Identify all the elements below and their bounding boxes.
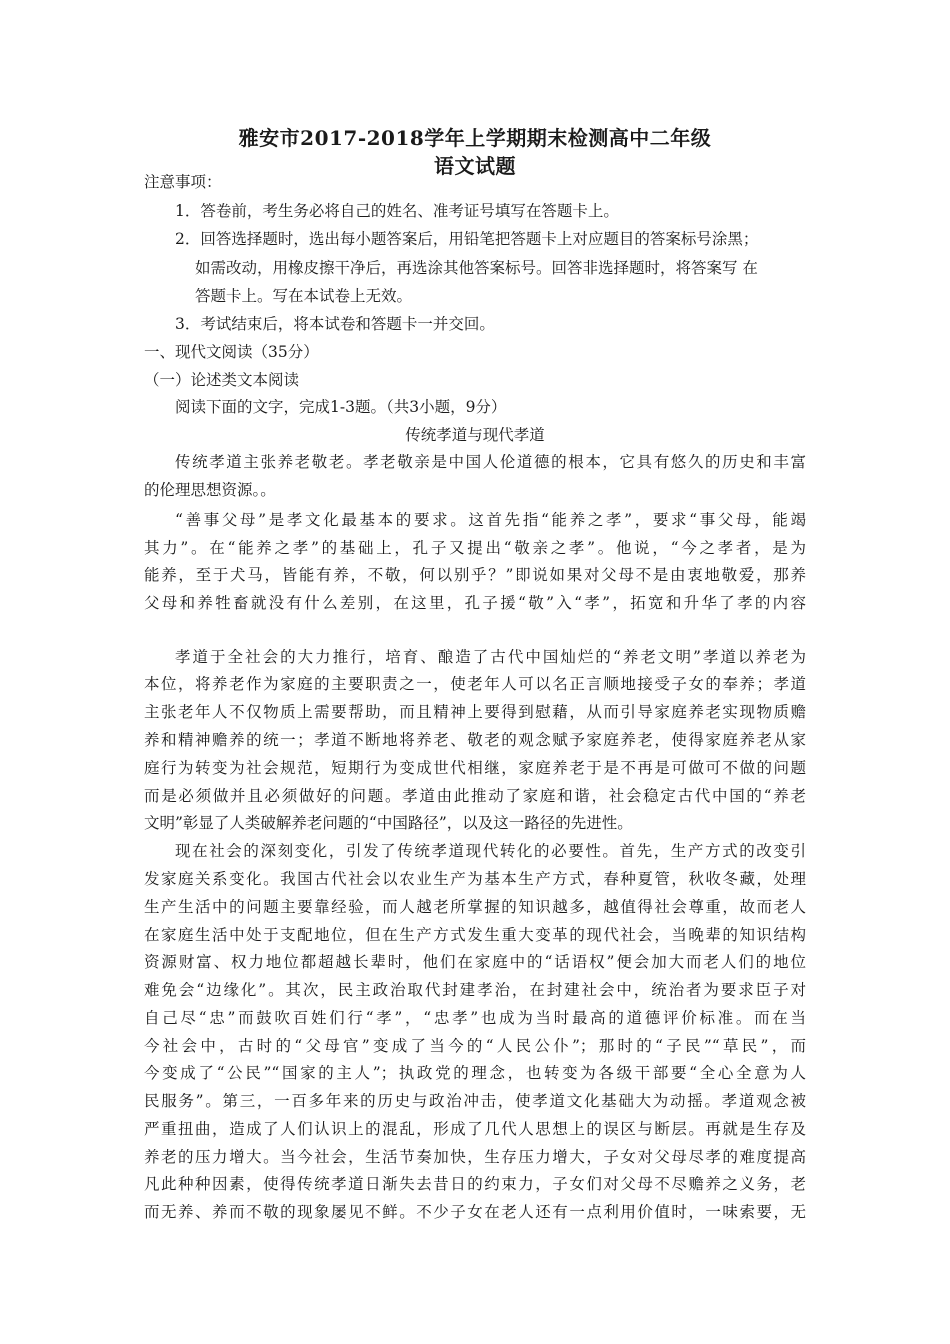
notice-item-2-cont: 如需改动，用橡皮擦干净后，再选涂其他答案标号。回答非选择题时，将答案写 在 <box>195 259 758 277</box>
article-line: 的伦理思想资源。。 <box>144 481 276 499</box>
article-line: 资源财富、权力地位都超越长辈时，他们在家庭中的“话语权”便会加大而老人们的地位 <box>144 953 806 971</box>
article-line: 其力”。在“能养之孝”的基础上，孔子又提出“敬亲之孝”。他说，“今之孝者，是为 <box>144 539 806 557</box>
article-line: 养老的压力增大。当今社会，生活节奏加快，生存压力增大，子女对父母尽孝的难度提高 <box>144 1148 806 1166</box>
article-line: 民服务”。第三，一百多年来的历史与政治冲击，使孝道文化基础大为动摇。孝道观念被 <box>144 1092 806 1110</box>
article-line: 而无养、养而不敬的现象屡见不鲜。不少子女在老人还有一点利用价值时，一味索要，无 <box>144 1203 806 1221</box>
article-line: 传统孝道主张养老敬老。孝老敬亲是中国人伦道德的根本，它具有悠久的历史和丰富 <box>175 453 806 471</box>
article-line: 能养，至于犬马，皆能有养，不敬，何以别乎？”即说如果对父母不是由衷地敬爱，那养 <box>144 566 806 584</box>
article-line: 严重扭曲，造成了人们认识上的混乱，形成了几代人思想上的误区与断层。再就是生存及 <box>144 1120 806 1138</box>
article-line: 文明”彰显了人类破解养老问题的“中国路径”，以及这一路径的先进性。 <box>144 814 633 832</box>
notice-item-2-cont2: 答题卡上。写在本试卷上无效。 <box>195 287 413 305</box>
instruction-text: 阅读下面的文字，完成1-3题。（共3小题，9分） <box>175 398 507 416</box>
article-line: 主张老年人不仅物质上需要帮助，而且精神上要得到慰藉，从而引导家庭养老实现物质赡 <box>144 703 806 721</box>
article-line: 养和精神赡养的统一；孝道不断地将养老、敬老的观念赋予家庭养老，使得家庭养老从家 <box>144 731 806 749</box>
article-title: 传统孝道与现代孝道 <box>405 426 545 444</box>
notice-item-3: 3．考试结束后，将本试卷和答题卡一并交回。 <box>175 315 495 333</box>
article-line: 现在社会的深刻变化，引发了传统孝道现代转化的必要性。首先，生产方式的改变引 <box>175 842 806 860</box>
article-line: 在家庭生活中处于支配地位，但在生产方式发生重大变革的现代社会，当晚辈的知识结构 <box>144 926 806 944</box>
article-line: 今变成了“公民”“国家的主人”；执政党的理念，也转变为各级干部要“全心全意为人 <box>144 1064 806 1082</box>
article-line: 凡此种种因素，使得传统孝道日渐失去昔日的约束力，子女们对父母不尽赡养之义务，老 <box>144 1175 806 1193</box>
subsection-heading: （一）论述类文本阅读 <box>144 371 300 389</box>
article-line: 今社会中，古时的“父母官”变成了当今的“人民公仆”；那时的“子民”“草民”，而 <box>144 1037 806 1055</box>
article-line: 生产生活中的问题主要靠经验，而人越老所掌握的知识越多，越值得社会尊重，故而老人 <box>144 898 806 916</box>
article-line: 庭行为转变为社会规范，短期行为变成世代相继，家庭养老于是不再是可做可不做的问题 <box>144 759 806 777</box>
article-line: 难免会“边缘化”。其次，民主政治取代封建孝治，在封建社会中，统治者为要求臣子对 <box>144 981 806 999</box>
section-heading: 一、现代文阅读（35分） <box>144 343 319 361</box>
exam-subject: 语文试题 <box>434 154 516 178</box>
article-line: “善事父母”是孝文化最基本的要求。这首先指“能养之孝”，要求“事父母，能竭 <box>175 511 806 529</box>
notice-item-2: 2．回答选择题时，选出每小题答案后，用铅笔把答题卡上对应题目的答案标号涂黑； <box>175 230 759 248</box>
article-line: 而是必须做并且必须做好的问题。孝道由此推动了家庭和谐，社会稳定古代中国的“养老 <box>144 787 806 805</box>
article-line: 自己尽“忠”而鼓吹百姓们行“孝”，“忠孝”也成为当时最高的道德评价标准。而在当 <box>144 1009 806 1027</box>
article-line: 发家庭关系变化。我国古代社会以农业生产为基本生产方式，春种夏管，秋收冬藏，处理 <box>144 870 806 888</box>
article-line: 孝道于全社会的大力推行，培育、酿造了古代中国灿烂的“养老文明”孝道以养老为 <box>175 648 806 666</box>
notice-item-1: 1．答卷前，考生务必将自己的姓名、准考证号填写在答题卡上。 <box>175 202 619 220</box>
article-line: 父母和养牲畜就没有什么差别，在这里，孔子援“敬”入“孝”，拓宽和升华了孝的内容 <box>144 594 806 612</box>
article-line: 本位，将养老作为家庭的主要职责之一，使老年人可以名正言顺地接受子女的奉养；孝道 <box>144 675 806 693</box>
exam-title: 雅安市2017-2018学年上学期期末检测高中二年级 <box>238 126 712 150</box>
notice-heading: 注意事项： <box>144 173 222 191</box>
